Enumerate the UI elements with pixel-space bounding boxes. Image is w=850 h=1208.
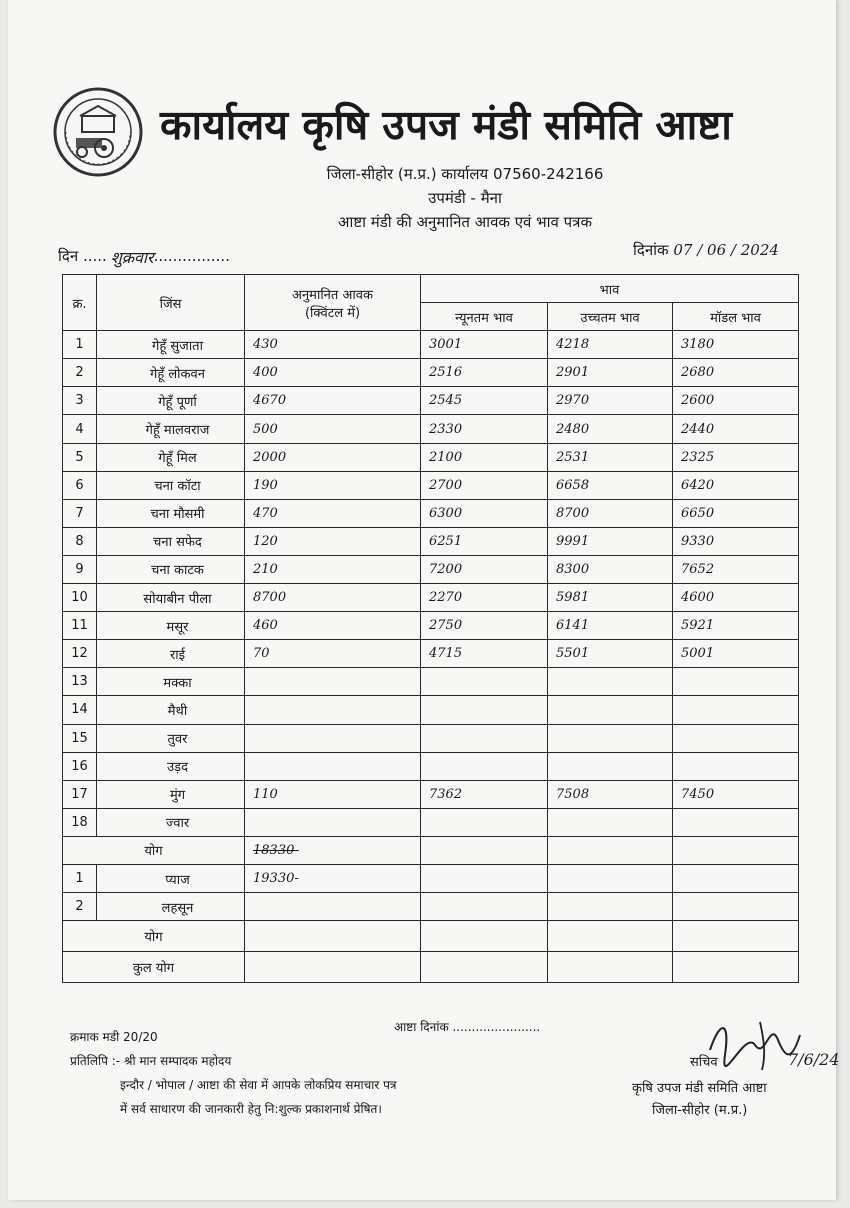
date-label: दिनांक bbox=[633, 241, 669, 259]
row-arrival: 400 bbox=[245, 359, 421, 387]
copy-line-2: इन्दौर / भोपाल / आष्टा की सेवा में आपके लोकप्रिय समाचार पत्र bbox=[120, 1078, 397, 1092]
row-arrival bbox=[245, 752, 421, 780]
row-model: 9330 bbox=[673, 527, 799, 555]
row-sno: 10 bbox=[63, 584, 97, 612]
yog-label: योग bbox=[63, 836, 245, 864]
kul-yog-row bbox=[63, 952, 799, 983]
row-model bbox=[673, 752, 799, 780]
row-max: 6141 bbox=[548, 612, 673, 640]
row-arrival: 70 bbox=[245, 640, 421, 668]
row-item: मैथी bbox=[97, 696, 245, 724]
row-arrival bbox=[245, 808, 421, 836]
office-district-footer: जिला-सीहोर (म.प्र.) bbox=[652, 1103, 748, 1118]
row-min bbox=[421, 668, 548, 696]
model-price-header: मॉडल भाव bbox=[673, 303, 799, 331]
row-max: 2531 bbox=[548, 443, 673, 471]
row-sno: 14 bbox=[63, 696, 97, 724]
table-row bbox=[63, 499, 799, 527]
sheet-subject-line: आष्टा मंडी की अनुमानित आवक एवं भाव पत्रक bbox=[338, 213, 592, 231]
row-item: गेहूँ पूर्णा bbox=[97, 387, 245, 415]
row-max bbox=[548, 724, 673, 752]
row-max: 9991 bbox=[548, 527, 673, 555]
table-row bbox=[63, 387, 799, 415]
row-sno: 1 bbox=[63, 331, 97, 359]
row-model bbox=[673, 668, 799, 696]
row-min: 3001 bbox=[421, 331, 548, 359]
min-price-header: न्यूनतम भाव bbox=[421, 303, 548, 331]
row-item: गेहूँ मिल bbox=[97, 443, 245, 471]
row-item: उड़द bbox=[97, 752, 245, 780]
table-row bbox=[63, 808, 799, 836]
day-field: दिन ..... शुक्रवार................ bbox=[58, 247, 230, 267]
yog-row bbox=[63, 836, 799, 864]
row-sno: 12 bbox=[63, 640, 97, 668]
price-header: भाव bbox=[421, 275, 799, 303]
row-sno: 2 bbox=[63, 893, 97, 921]
row-min: 6251 bbox=[421, 527, 548, 555]
row-max: 8300 bbox=[548, 555, 673, 583]
row-max: 2970 bbox=[548, 387, 673, 415]
date-field bbox=[633, 240, 779, 260]
table-row bbox=[63, 668, 799, 696]
table-row bbox=[63, 584, 799, 612]
row-sno: 2 bbox=[63, 359, 97, 387]
row-max: 4218 bbox=[548, 331, 673, 359]
row-item: चना कॉटा bbox=[97, 471, 245, 499]
row-max: 7508 bbox=[548, 780, 673, 808]
kramank: क्रमाक मडी 20/20 bbox=[70, 1030, 158, 1044]
row-arrival: 210 bbox=[245, 555, 421, 583]
table-row bbox=[63, 527, 799, 555]
row-max: 2901 bbox=[548, 359, 673, 387]
row-model: 2440 bbox=[673, 415, 799, 443]
row-model: 6420 bbox=[673, 471, 799, 499]
row-item: गेहूँ सुजाता bbox=[97, 331, 245, 359]
row-item: लहसून bbox=[97, 893, 245, 921]
row-model bbox=[673, 808, 799, 836]
row-item: मुंग bbox=[97, 780, 245, 808]
row-item: राई bbox=[97, 640, 245, 668]
row-max: 8700 bbox=[548, 499, 673, 527]
row-min bbox=[421, 752, 548, 780]
date-value: 07 / 06 / 2024 bbox=[673, 241, 779, 259]
table-row bbox=[63, 640, 799, 668]
row-item: सोयाबीन पीला bbox=[97, 584, 245, 612]
row-arrival: 19330- bbox=[245, 864, 421, 892]
row-arrival: 8700 bbox=[245, 584, 421, 612]
sachiv-label: सचिव bbox=[690, 1055, 718, 1070]
row-sno: 13 bbox=[63, 668, 97, 696]
row-item: गेहूँ लोकवन bbox=[97, 359, 245, 387]
rates-table bbox=[62, 274, 799, 983]
row-model: 5001 bbox=[673, 640, 799, 668]
row-model bbox=[673, 724, 799, 752]
row-model: 5921 bbox=[673, 612, 799, 640]
row-arrival bbox=[245, 668, 421, 696]
row-item: गेहूँ मालवराज bbox=[97, 415, 245, 443]
row-arrival: 110 bbox=[245, 780, 421, 808]
row-min: 2545 bbox=[421, 387, 548, 415]
row-model: 6650 bbox=[673, 499, 799, 527]
row-min: 7362 bbox=[421, 780, 548, 808]
row-sno: 9 bbox=[63, 555, 97, 583]
row-arrival: 460 bbox=[245, 612, 421, 640]
pratilipi-line: प्रतिलिपि :- श्री मान सम्पादक महोदय bbox=[70, 1054, 232, 1068]
secretary-signature bbox=[700, 1010, 830, 1080]
yog-arrival-struck bbox=[245, 836, 421, 864]
row-item: प्याज bbox=[97, 864, 245, 892]
signature-date: 7/6/24 bbox=[788, 1050, 840, 1069]
row-model: 4600 bbox=[673, 584, 799, 612]
sub-mandi-line: उपमंडी - मैना bbox=[428, 189, 502, 207]
row-item: चना काटक bbox=[97, 555, 245, 583]
row-model bbox=[673, 696, 799, 724]
district-phone-line: जिला-सीहोर (म.प्र.) कार्यालय 07560-242166 bbox=[326, 165, 604, 183]
row-max: 6658 bbox=[548, 471, 673, 499]
table-row bbox=[63, 471, 799, 499]
row-item: चना सफेद bbox=[97, 527, 245, 555]
row-min: 4715 bbox=[421, 640, 548, 668]
office-title: कार्यालय कृषि उपज मंडी समिति आष्टा bbox=[160, 101, 732, 149]
row-max: 5501 bbox=[548, 640, 673, 668]
row-max bbox=[548, 668, 673, 696]
table-row bbox=[63, 331, 799, 359]
row-min: 2750 bbox=[421, 612, 548, 640]
row-model: 3180 bbox=[673, 331, 799, 359]
row-arrival: 470 bbox=[245, 499, 421, 527]
row-item: तुवर bbox=[97, 724, 245, 752]
row-arrival: 4670 bbox=[245, 387, 421, 415]
kul-yog-label: कुल योग bbox=[63, 952, 245, 983]
row-arrival bbox=[245, 696, 421, 724]
row-sno: 7 bbox=[63, 499, 97, 527]
row-sno: 17 bbox=[63, 780, 97, 808]
arrival-header-unit: (क्विंटल में) bbox=[304, 305, 361, 321]
row-arrival: 500 bbox=[245, 415, 421, 443]
table-row bbox=[63, 780, 799, 808]
table-row bbox=[63, 415, 799, 443]
row-min: 2700 bbox=[421, 471, 548, 499]
row-sno: 16 bbox=[63, 752, 97, 780]
row-min bbox=[421, 724, 548, 752]
arrival-header bbox=[245, 275, 421, 331]
row-model: 7652 bbox=[673, 555, 799, 583]
yog-arrival-struck-value: 18330- bbox=[253, 842, 299, 858]
row-max bbox=[548, 696, 673, 724]
row-model: 2600 bbox=[673, 387, 799, 415]
yog2-label: योग bbox=[63, 921, 245, 952]
row-sno: 1 bbox=[63, 864, 97, 892]
row-arrival: 190 bbox=[245, 471, 421, 499]
row-model: 2680 bbox=[673, 359, 799, 387]
row-min: 2516 bbox=[421, 359, 548, 387]
row-sno: 6 bbox=[63, 471, 97, 499]
table-row bbox=[63, 443, 799, 471]
row-sno: 18 bbox=[63, 808, 97, 836]
row-model: 2325 bbox=[673, 443, 799, 471]
row-sno: 5 bbox=[63, 443, 97, 471]
row-arrival bbox=[245, 893, 421, 921]
row-max bbox=[548, 808, 673, 836]
row-model: 7450 bbox=[673, 780, 799, 808]
copy-line-3: में सर्व साधारण की जानकारी हेतु नि:शुल्क प्रकाशनार्थ प्रेषित। bbox=[120, 1102, 382, 1116]
row-sno: 3 bbox=[63, 387, 97, 415]
row-arrival: 120 bbox=[245, 527, 421, 555]
row-arrival bbox=[245, 724, 421, 752]
row-sno: 15 bbox=[63, 724, 97, 752]
row-min: 2270 bbox=[421, 584, 548, 612]
row-max: 2480 bbox=[548, 415, 673, 443]
table-row bbox=[63, 752, 799, 780]
row-item: ज्वार bbox=[97, 808, 245, 836]
row-arrival: 430 bbox=[245, 331, 421, 359]
day-label: दिन bbox=[58, 247, 79, 265]
table-row bbox=[63, 555, 799, 583]
row-min bbox=[421, 808, 548, 836]
header-row-1 bbox=[63, 275, 799, 303]
table-row bbox=[63, 864, 799, 892]
table-row bbox=[63, 359, 799, 387]
sno-header: क्र. bbox=[63, 275, 97, 331]
table-row bbox=[63, 612, 799, 640]
table-row bbox=[63, 696, 799, 724]
row-sno: 4 bbox=[63, 415, 97, 443]
row-item: मक्का bbox=[97, 668, 245, 696]
item-header: जिंस bbox=[97, 275, 245, 331]
row-min: 6300 bbox=[421, 499, 548, 527]
arrival-header-label: अनुमानित आवक bbox=[292, 287, 373, 303]
row-item: चना मौसमी bbox=[97, 499, 245, 527]
table-row bbox=[63, 893, 799, 921]
row-sno: 11 bbox=[63, 612, 97, 640]
row-item: मसूर bbox=[97, 612, 245, 640]
yog2-row bbox=[63, 921, 799, 952]
row-min: 7200 bbox=[421, 555, 548, 583]
row-arrival: 2000 bbox=[245, 443, 421, 471]
office-name-footer: कृषि उपज मंडी समिति आष्टा bbox=[632, 1081, 767, 1096]
ashta-dinank: आष्टा दिनांक ....................... bbox=[394, 1020, 541, 1034]
day-value: शुक्रवार bbox=[110, 248, 154, 267]
max-price-header: उच्चतम भाव bbox=[548, 303, 673, 331]
row-min: 2330 bbox=[421, 415, 548, 443]
row-min bbox=[421, 696, 548, 724]
row-min: 2100 bbox=[421, 443, 548, 471]
row-max bbox=[548, 752, 673, 780]
row-sno: 8 bbox=[63, 527, 97, 555]
table-row bbox=[63, 724, 799, 752]
row-max: 5981 bbox=[548, 584, 673, 612]
